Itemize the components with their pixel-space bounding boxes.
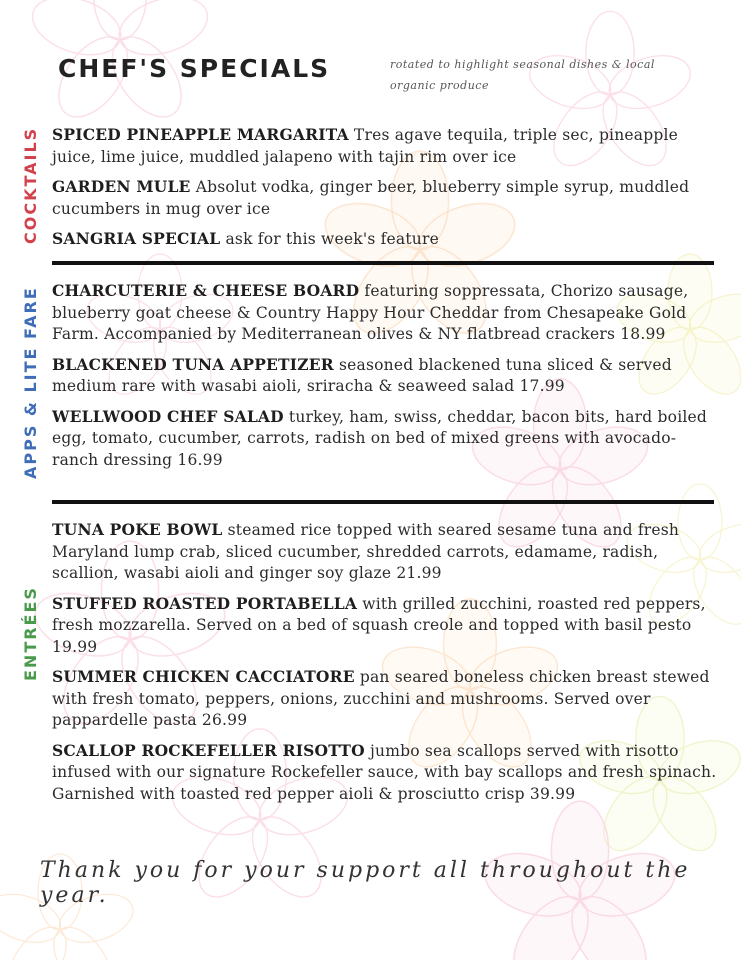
item-name: SCALLOP ROCKEFELLER RISOTTO — [52, 740, 365, 760]
item-name: SUMMER CHICKEN CACCIATORE — [52, 667, 355, 686]
section-label-cocktails: COCKTAILS — [21, 126, 40, 244]
item-description: Absolut vodka, ginger beer, blueberry simple syrup, muddled cucumbers in mug over ice — [52, 178, 690, 218]
item-name: SANGRIA SPECIAL — [52, 229, 221, 248]
menu-item — [52, 280, 722, 346]
item-description: turkey, ham, swiss, cheddar, bacon bits, hard boiled egg, tomato, cucumber, carrots, radish on bed of mixed greens with avocado-ranch dressing 16.99 — [52, 407, 708, 469]
item-description: Tres agave tequila, triple sec, pineapple juice, lime juice, muddled jalapeno with tajin rim over ice — [52, 126, 678, 166]
section-divider — [52, 261, 714, 265]
section-apps — [0, 280, 741, 495]
section-label-apps: APPS & LITE FARE — [21, 286, 40, 479]
section-cocktails — [0, 124, 741, 256]
menu-item — [52, 124, 722, 168]
section-divider — [52, 500, 714, 504]
section-entrees — [0, 519, 741, 829]
menu-item — [52, 519, 722, 585]
item-name: GARDEN MULE — [52, 177, 191, 196]
menu-item — [52, 176, 722, 220]
page-subtitle: rotated to highlight seasonal dishes & local organic produce — [390, 58, 655, 92]
item-name: CHARCUTERIE & CHEESE BOARD — [52, 281, 360, 300]
menu-item — [52, 228, 722, 251]
item-description: seasoned blackened tuna sliced & served medium rare with wasabi aioli, sriracha & seaweed salad 17.99 — [52, 355, 672, 395]
page-title: CHEF'S SPECIALS — [58, 54, 331, 83]
item-name: TUNA POKE BOWL — [52, 520, 223, 539]
thank-you-message: Thank you for your support all throughout the year. — [40, 858, 691, 908]
menu-item — [52, 406, 722, 472]
item-description: pan seared boneless chicken breast stewed with fresh tomato, peppers, onions, zucchini and mushrooms. Served over pappardelle pasta 26.99 — [52, 668, 710, 729]
item-name: SPICED PINEAPPLE MARGARITA — [52, 125, 349, 144]
item-description: steamed rice topped with seared sesame tuna and fresh Maryland lump crab, sliced cucumber, shredded carrots, edamame, radish, scallion, wasabi aioli and ginger soy glaze 21.99 — [52, 521, 680, 582]
menu-item — [52, 593, 722, 659]
item-name: STUFFED ROASTED PORTABELLA — [52, 593, 358, 613]
menu-item — [52, 354, 722, 398]
menu-item — [52, 740, 722, 806]
item-name: WELLWOOD CHEF SALAD — [52, 406, 284, 426]
item-description: featuring soppressata, Chorizo sausage, blueberry goat cheese & Country Happy Hour Cheddar from Chesapeake Gold Farm. Accompanied by Mediterranean olives & NY flatbread crackers 18.99 — [52, 282, 689, 343]
item-name: BLACKENED TUNA APPETIZER — [52, 354, 334, 374]
item-description: with grilled zucchini, roasted red peppers, fresh mozzarella. Served on a bed of squash creole and topped with basil pesto 19.99 — [52, 594, 706, 656]
section-label-entrees: ENTRÉES — [21, 586, 40, 682]
menu-item — [52, 666, 722, 732]
item-description: jumbo sea scallops served with risotto infused with our signature Rockefeller sauce, with bay scallops and fresh spinach. Garnished with toasted red pepper aioli & prosciutto crisp 39.99 — [52, 741, 717, 803]
item-description: ask for this week's feature — [220, 230, 439, 248]
